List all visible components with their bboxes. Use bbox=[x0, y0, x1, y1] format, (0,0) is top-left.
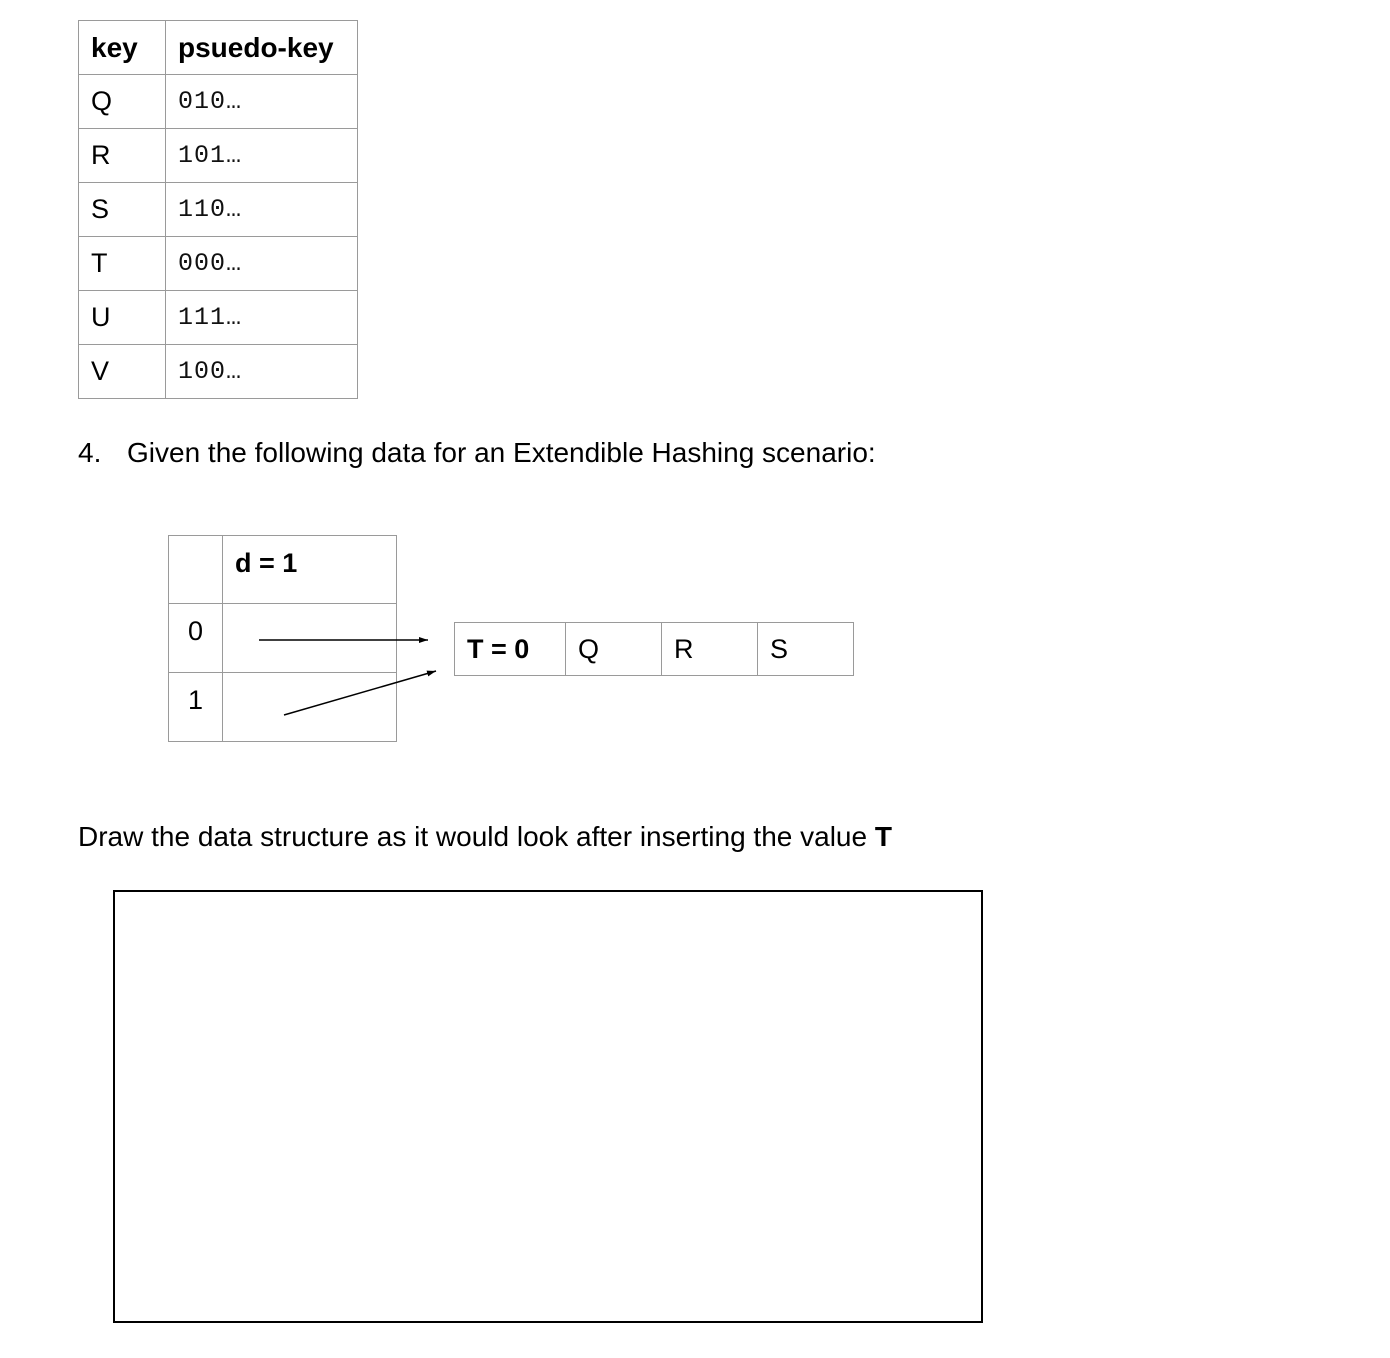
table-row bbox=[79, 129, 358, 183]
pseudo-key-cell: 110… bbox=[166, 183, 358, 237]
table-row bbox=[79, 237, 358, 291]
table-row bbox=[79, 183, 358, 237]
key-cell: R bbox=[79, 129, 166, 183]
pseudo-key-cell: 111… bbox=[166, 291, 358, 345]
bucket-slot: S bbox=[758, 623, 854, 676]
directory-pointer-cell bbox=[223, 673, 397, 742]
key-cell: U bbox=[79, 291, 166, 345]
question-text: Given the following data for an Extendible Hashing scenario: bbox=[127, 437, 876, 468]
directory-index: 1 bbox=[169, 673, 223, 742]
key-cell: V bbox=[79, 345, 166, 399]
instruction-value: T bbox=[874, 821, 892, 852]
key-pseudo-key-table bbox=[78, 20, 358, 399]
question-number: 4. bbox=[78, 437, 102, 468]
directory-corner-cell bbox=[169, 536, 223, 604]
question-heading bbox=[78, 437, 876, 469]
bucket-slot: R bbox=[662, 623, 758, 676]
key-cell: Q bbox=[79, 75, 166, 129]
hash-directory bbox=[168, 535, 397, 742]
table-row bbox=[79, 291, 358, 345]
instruction-body: Draw the data structure as it would look after inserting the value bbox=[78, 821, 875, 852]
bucket-slot: Q bbox=[566, 623, 662, 676]
pseudo-key-cell: 010… bbox=[166, 75, 358, 129]
pseudo-key-cell: 000… bbox=[166, 237, 358, 291]
pseudo-key-cell: 101… bbox=[166, 129, 358, 183]
local-depth-label: T = 0 bbox=[455, 623, 566, 676]
key-cell: T bbox=[79, 237, 166, 291]
table-row bbox=[79, 345, 358, 399]
bucket-row bbox=[455, 623, 854, 676]
directory-entry bbox=[169, 673, 397, 742]
directory-pointer-cell bbox=[223, 604, 397, 673]
key-column-header: key bbox=[79, 21, 166, 75]
table-header-row bbox=[79, 21, 358, 75]
directory-header-row bbox=[169, 536, 397, 604]
key-cell: S bbox=[79, 183, 166, 237]
directory-index: 0 bbox=[169, 604, 223, 673]
global-depth-label: d = 1 bbox=[223, 536, 397, 604]
pseudo-key-cell: 100… bbox=[166, 345, 358, 399]
table-row bbox=[79, 75, 358, 129]
pseudo-key-column-header: psuedo-key bbox=[166, 21, 358, 75]
instruction-text bbox=[78, 821, 892, 853]
answer-drawing-area[interactable] bbox=[113, 890, 983, 1323]
directory-entry bbox=[169, 604, 397, 673]
hash-bucket bbox=[454, 622, 854, 676]
